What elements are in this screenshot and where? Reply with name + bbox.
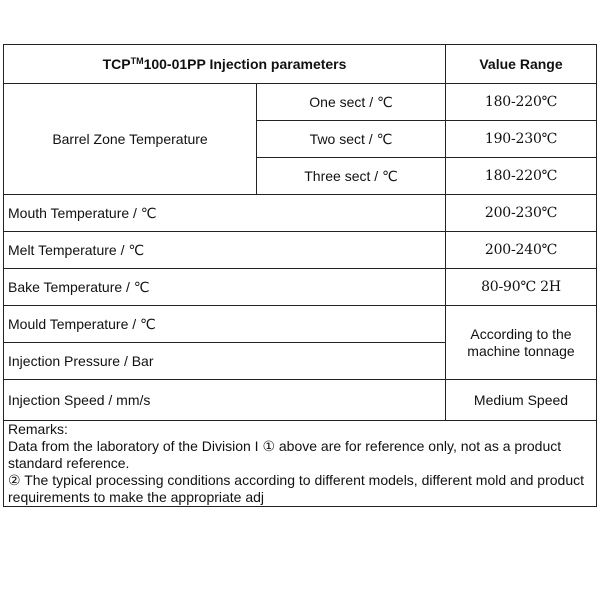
table-row xyxy=(4,232,597,269)
bake-temperature-value: 80-90℃ 2H xyxy=(446,269,597,306)
remarks-line-1: Data from the laboratory of the Division I ① above are for reference only, not as a product standard reference. xyxy=(8,438,562,471)
remarks-heading: Remarks: xyxy=(8,421,68,437)
mouth-temperature-value: 200-230℃ xyxy=(446,195,597,232)
melt-temperature-label: Melt Temperature / ℃ xyxy=(4,232,446,269)
remarks-row xyxy=(4,421,597,507)
barrel-sect-three-value: 180-220℃ xyxy=(446,158,597,195)
product-prefix: TCP xyxy=(102,55,131,72)
injection-speed-value: Medium Speed xyxy=(446,380,597,421)
table-row xyxy=(4,195,597,232)
barrel-sect-one-value: 180-220℃ xyxy=(446,84,597,121)
injection-pressure-label: Injection Pressure / Bar xyxy=(4,343,446,380)
value-range-header: Value Range xyxy=(446,45,597,84)
table-row xyxy=(4,380,597,421)
bake-temperature-label: Bake Temperature / ℃ xyxy=(4,269,446,306)
barrel-sect-three-label: Three sect / ℃ xyxy=(257,158,446,195)
barrel-sect-two-label: Two sect / ℃ xyxy=(257,121,446,158)
table-title-rest: 100-01PP Injection parameters xyxy=(143,55,347,72)
table-row xyxy=(4,269,597,306)
machine-tonnage-note: According to the machine tonnage xyxy=(446,306,597,380)
mould-temperature-label: Mould Temperature / ℃ xyxy=(4,306,446,343)
barrel-sect-one-label: One sect / ℃ xyxy=(257,84,446,121)
injection-parameters-table xyxy=(3,44,597,507)
injection-speed-label: Injection Speed / mm/s xyxy=(4,380,446,421)
melt-temperature-value: 200-240℃ xyxy=(446,232,597,269)
table-title xyxy=(4,45,446,84)
trademark-mark: TM xyxy=(130,55,144,66)
table-header-row xyxy=(4,45,597,84)
mouth-temperature-label: Mouth Temperature / ℃ xyxy=(4,195,446,232)
table-row xyxy=(4,306,597,343)
remarks-cell xyxy=(4,421,597,507)
remarks-line-2: ② The typical processing conditions according to different models, different mold and product requirements to make the appropriate adj xyxy=(8,472,584,505)
barrel-zone-label: Barrel Zone Temperature xyxy=(4,84,257,195)
injection-parameters-sheet xyxy=(3,44,596,507)
table-row xyxy=(4,84,597,121)
barrel-sect-two-value: 190-230℃ xyxy=(446,121,597,158)
